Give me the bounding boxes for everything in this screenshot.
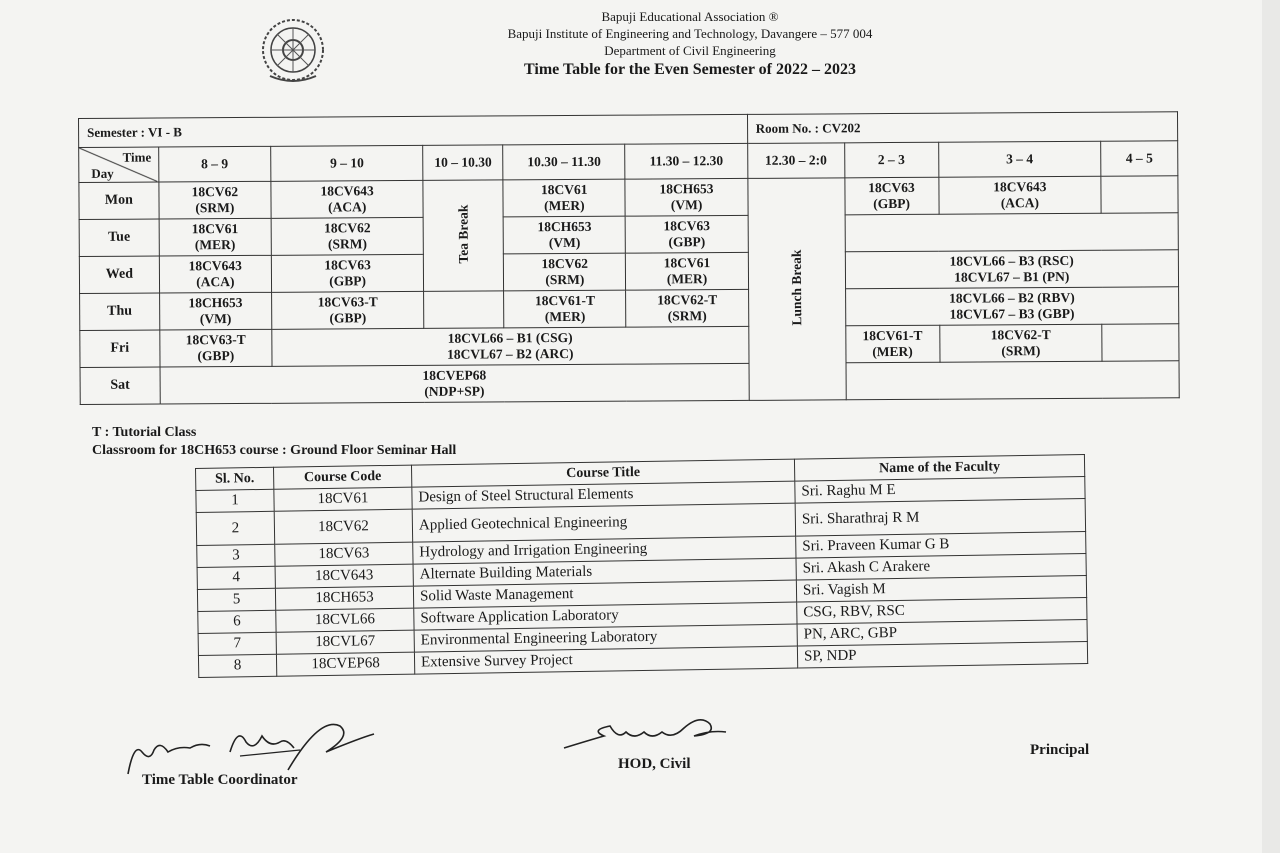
tutorial-note: T : Tutorial Class	[92, 425, 197, 440]
class-cell: 18CV63 (GBP)	[271, 254, 424, 292]
slot-header: 10.30 – 11.30	[503, 144, 625, 180]
tea-break-cell	[423, 180, 503, 291]
table-row: 8 18CVEP68 Extensive Survey Project SP, NDP	[198, 642, 1087, 678]
table-row: 7 18CVL67 Environmental Engineering Laboratory PN, ARC, GBP	[198, 620, 1087, 656]
institution-seal-logo	[258, 14, 328, 86]
slot-header: 11.30 – 12.30	[625, 143, 747, 179]
empty-cell	[845, 213, 1179, 252]
slot-header: 10 – 10.30	[423, 145, 503, 180]
letterhead	[430, 8, 950, 78]
header-course-title: Course Title	[411, 459, 794, 487]
notes	[92, 424, 456, 460]
class-cell: 18CV63 (GBP)	[626, 215, 748, 253]
principal-label: Principal	[1030, 742, 1090, 758]
class-cell: 18CV62-T (SRM)	[939, 324, 1102, 362]
corner-time-label: Time	[122, 149, 152, 165]
table-row: 4 18CV643 Alternate Building Materials Sri. Akash C Arakere	[197, 554, 1086, 590]
slot-header: 2 – 3	[844, 142, 938, 178]
institute-name: Bapuji Institute of Engineering and Technology, Davangere – 577 004	[507, 26, 873, 41]
class-cell: 18CV62 (SRM)	[159, 181, 271, 219]
empty-cell	[424, 291, 504, 328]
header-sl-no: Sl. No.	[196, 467, 274, 490]
header-faculty: Name of the Faculty	[794, 455, 1084, 482]
class-cell: 18CH653 (VM)	[159, 292, 271, 330]
slot-header: 8 – 9	[158, 146, 270, 182]
class-cell: 18CV61 (MER)	[159, 218, 271, 256]
class-cell: 18CV643 (ACA)	[159, 255, 271, 293]
department-name: Department of Civil Engineering	[604, 43, 776, 58]
empty-cell	[846, 361, 1180, 400]
table-row: 3 18CV63 Hydrology and Irrigation Engineering Sri. Praveen Kumar G B	[197, 532, 1086, 568]
project-cell: 18CVEP68 (NDP+SP)	[160, 363, 749, 404]
slot-header: 4 – 5	[1101, 141, 1178, 176]
class-cell: 18CV62-T (SRM)	[626, 289, 748, 327]
class-cell: 18CH653 (VM)	[625, 178, 747, 216]
day-label: Thu	[80, 293, 160, 330]
class-cell: 18CV61 (MER)	[626, 252, 748, 290]
hod-signature	[560, 710, 730, 755]
corner-cell	[79, 148, 157, 182]
corner-day-label: Day	[91, 165, 114, 181]
day-label: Wed	[79, 256, 159, 293]
class-cell: 18CH653 (VM)	[503, 216, 625, 254]
slot-header: 3 – 4	[938, 141, 1101, 177]
classroom-note: Classroom for 18CH653 course : Ground Floor Seminar Hall	[92, 443, 457, 458]
lab-cell: 18CVL66 – B2 (RBV) 18CVL67 – B3 (GBP)	[845, 287, 1179, 326]
room-label: Room No. : CV202	[747, 112, 1178, 144]
lab-cell: 18CVL66 – B3 (RSC) 18CVL67 – B1 (PN)	[845, 250, 1179, 289]
lab-cell: 18CVL66 – B1 (CSG) 18CVL67 – B2 (ARC)	[272, 326, 749, 366]
semester-label: Semester : VI - B	[79, 114, 748, 147]
timetable	[78, 111, 1180, 405]
association-name: Bapuji Educational Association ®	[601, 9, 779, 24]
timetable-row-sat	[80, 361, 1179, 405]
class-cell: 18CV62 (SRM)	[504, 253, 626, 291]
coordinator-label: Time Table Coordinator	[142, 772, 298, 788]
day-label: Tue	[79, 219, 159, 256]
slot-header: 12.30 – 2:0	[747, 143, 844, 179]
lunch-break-label: Lunch Break	[788, 249, 804, 326]
class-cell: 18CV62 (SRM)	[271, 217, 424, 255]
day-label: Fri	[80, 330, 160, 367]
empty-cell	[1101, 176, 1178, 213]
table-row: 2 18CV62 Applied Geotechnical Engineering Sri. Sharathraj R M	[196, 499, 1085, 546]
tea-break-label: Tea Break	[455, 204, 471, 264]
day-label: Mon	[79, 182, 159, 219]
day-label: Sat	[80, 367, 160, 404]
class-cell: 18CV63-T (GBP)	[160, 329, 272, 367]
document-title: Time Table for the Even Semester of 2022 – 2023	[524, 61, 856, 78]
class-cell: 18CV61 (MER)	[503, 179, 625, 217]
table-row: 1 18CV61 Design of Steel Structural Elements Sri. Raghu M E	[196, 477, 1085, 513]
class-cell: 18CV643 (ACA)	[271, 180, 424, 218]
empty-cell	[1102, 324, 1179, 361]
table-row: 5 18CH653 Solid Waste Management Sri. Vagish M	[197, 576, 1086, 612]
table-row: 6 18CVL66 Software Application Laboratory CSG, RBV, RSC	[198, 598, 1087, 634]
class-cell: 18CV61-T (MER)	[504, 290, 626, 328]
class-cell: 18CV63-T (GBP)	[271, 291, 424, 329]
class-cell: 18CV643 (ACA)	[938, 176, 1101, 214]
class-cell: 18CV61-T (MER)	[845, 325, 939, 363]
header-course-code: Course Code	[273, 465, 411, 489]
slot-header: 9 – 10	[271, 145, 424, 181]
course-table	[195, 454, 1088, 678]
lunch-break-cell	[748, 178, 846, 401]
hod-label: HOD, Civil	[618, 756, 691, 772]
class-cell: 18CV63 (GBP)	[845, 177, 939, 215]
